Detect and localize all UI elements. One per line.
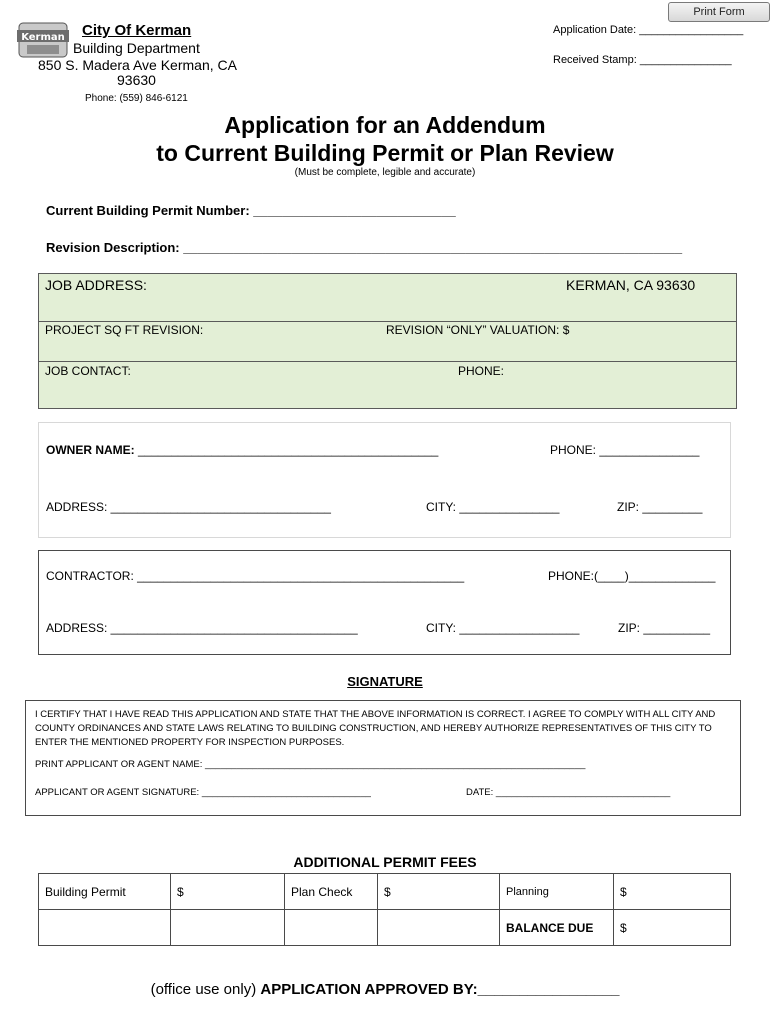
form-subtitle: (Must be complete, legible and accurate) xyxy=(294,167,476,178)
planning-amount[interactable]: $ xyxy=(614,874,731,910)
received-stamp-field[interactable]: Received Stamp: _______________ xyxy=(553,54,732,66)
job-phone-field[interactable]: PHONE: xyxy=(458,364,505,378)
balance-due-label: BALANCE DUE xyxy=(500,910,614,946)
empty-cell xyxy=(285,910,378,946)
job-address-field[interactable]: JOB ADDRESS: xyxy=(45,277,147,293)
print-form-button[interactable]: Print Form xyxy=(668,2,770,22)
row-divider xyxy=(38,361,737,362)
job-info-section xyxy=(38,273,737,409)
job-contact-field[interactable]: JOB CONTACT: xyxy=(45,364,131,378)
department-name: Building Department xyxy=(73,40,200,56)
table-row xyxy=(39,910,731,946)
form-title-line-1: Application for an Addendum xyxy=(224,112,546,138)
building-permit-amount[interactable]: $ xyxy=(171,874,285,910)
office-use-note: (office use only) xyxy=(150,981,261,998)
sqft-revision-field[interactable]: PROJECT SQ FT REVISION: xyxy=(45,323,204,337)
signature-date-field[interactable]: DATE: _________________________________ xyxy=(466,787,671,798)
city-name: City Of Kerman xyxy=(82,22,192,39)
building-permit-label: Building Permit xyxy=(39,874,171,910)
svg-text:Kerman: Kerman xyxy=(21,32,65,43)
certification-text: I CERTIFY THAT I HAVE READ THIS APPLICATION AND STATE THAT THE ABOVE INFORMATION IS CORRECT. I AGREE TO COMPLY WITH ALL CITY AND COUNTY ORDINANCES AND STATE LAWS RELATING TO BUILDING CONSTRUCTION, AND HEREBY AUTHORIZE REPRESENTATIVES OF THIS CITY TO ENTER THE MENTIONED PROPERTY FOR INSPECTION PURPOSES. xyxy=(35,709,716,748)
fees-heading: ADDITIONAL PERMIT FEES xyxy=(293,854,477,870)
owner-city-field[interactable]: CITY: _______________ xyxy=(426,500,560,514)
department-phone: Phone: (559) 846-6121 xyxy=(85,93,188,104)
contractor-address-field[interactable]: ADDRESS: _____________________________________ xyxy=(46,621,358,635)
approval-line[interactable] xyxy=(0,981,770,998)
plan-check-label: Plan Check xyxy=(285,874,378,910)
revision-description-field[interactable]: Revision Description: _____________________________________________________________________ xyxy=(46,240,683,255)
plan-check-amount[interactable]: $ xyxy=(378,874,500,910)
print-applicant-name-field[interactable]: PRINT APPLICANT OR AGENT NAME: ________________________________________________________________________ xyxy=(35,759,586,770)
address-line-2: 93630 xyxy=(117,72,156,88)
owner-name-field[interactable] xyxy=(46,443,438,457)
owner-zip-field[interactable]: ZIP: _________ xyxy=(617,500,703,514)
owner-section xyxy=(38,422,731,538)
revision-valuation-field[interactable]: REVISION “ONLY” VALUATION: $ xyxy=(386,323,570,337)
approved-by-field[interactable]: APPLICATION APPROVED BY:_________________ xyxy=(260,981,620,998)
form-title-line-2: to Current Building Permit or Plan Review xyxy=(156,140,614,166)
balance-due-amount[interactable]: $ xyxy=(614,910,731,946)
application-date-field[interactable]: Application Date: _________________ xyxy=(553,24,744,36)
contractor-city-field[interactable]: CITY: __________________ xyxy=(426,621,580,635)
contractor-zip-field[interactable]: ZIP: __________ xyxy=(618,621,711,635)
owner-address-field[interactable]: ADDRESS: _________________________________ xyxy=(46,500,331,514)
row-divider xyxy=(38,321,737,322)
owner-phone-field[interactable]: PHONE: _______________ xyxy=(550,443,700,457)
contractor-phone-field[interactable]: PHONE:(____)_____________ xyxy=(548,569,716,583)
permit-number-field[interactable]: Current Building Permit Number: ____________________________ xyxy=(46,203,456,218)
city-seal-logo xyxy=(17,21,69,59)
address-line-1: 850 S. Madera Ave Kerman, CA xyxy=(38,57,237,73)
table-row xyxy=(39,874,731,910)
empty-cell xyxy=(39,910,171,946)
contractor-name-field[interactable]: CONTRACTOR: _________________________________________________ xyxy=(46,569,465,583)
fees-table xyxy=(38,873,731,946)
signature-heading: SIGNATURE xyxy=(347,674,423,689)
applicant-signature-field[interactable]: APPLICANT OR AGENT SIGNATURE: ________________________________ xyxy=(35,787,371,798)
empty-cell xyxy=(171,910,285,946)
contractor-section xyxy=(38,550,731,655)
planning-label: Planning xyxy=(500,874,614,910)
owner-name-label: OWNER NAME: xyxy=(46,443,135,457)
owner-name-line[interactable]: _____________________________________________ xyxy=(134,443,439,457)
job-city-state: KERMAN, CA 93630 xyxy=(566,277,696,293)
empty-cell xyxy=(378,910,500,946)
